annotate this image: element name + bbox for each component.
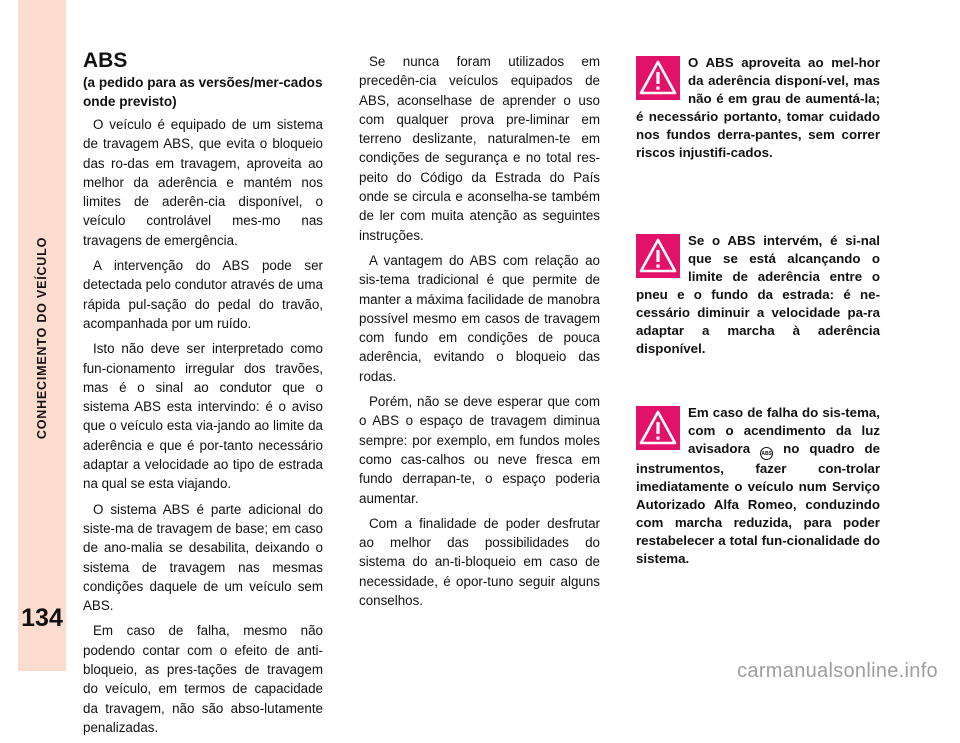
paragraph: O sistema ABS é parte adicional do siste-ma de travagem de base; em caso de ano-malia se desabilita, deixando o sistema de travagem nas mesmas condições daquele de um veículo sem ABS. xyxy=(83,501,323,614)
paragraph: A intervenção do ABS pode ser detectada pelo condutor através de uma rápida pul-sação do pedal do travão, acompanhada por um ruído. xyxy=(83,258,323,331)
warning-box-3 xyxy=(636,404,880,568)
column-1 xyxy=(83,50,323,743)
page-number: 134 xyxy=(21,604,63,632)
warning-text: Em caso de falha do sis-tema, com o acendimento da luz avisadora xyxy=(688,405,880,456)
section-heading: ABS xyxy=(83,49,128,72)
paragraph: Com a finalidade de poder desfrutar ao melhor das possibilidades do sistema do an-ti-bloqueio em caso de necessidade, é opor-tuno seguir alguns conselhos. xyxy=(359,515,600,609)
paragraph: Se nunca foram utilizados em precedên-cia veículos equipados de ABS, aconselhase de aprender o uso com qualquer prova pre-liminar em terreno deslizante, naturalmen-te em condições de segurança e no total res-peito do Código da Estrada do País onde se circula e aconselha-se também de ler com muita atenção as seguintes instruções. xyxy=(359,54,600,243)
column-2 xyxy=(359,52,600,616)
warning-text: no quadro de instrumentos, fazer con-trolar imediatamente o veículo num Serviço Autorizado Alfa Romeo, conduzindo com marcha reduzida, para poder restabelecer a total fun-cionalidade do sistema. xyxy=(636,441,880,566)
paragraph: Isto não deve ser interpretado como fun-cionamento irregular dos travões, mas é o sinal ao condutor que o sistema ABS esta intervindo: é o aviso que o veículo esta via-jando ao limite da aderência e que é por-tanto necessário adaptar a velocidade ao tipo de estrada na qual se esta viajando. xyxy=(83,341,323,492)
warning-triangle-icon xyxy=(636,406,680,450)
warning-box-1 xyxy=(636,54,880,162)
paragraph: Em caso de falha, mesmo não podendo contar com o efeito de anti-bloqueio, as pres-tações de travagem do veículo, em termos de capacidade da travagem, não são abso-lutamente penalizadas. xyxy=(83,623,323,735)
warning-text: O ABS aproveita ao mel-hor da aderência disponí-vel, mas não é em grau de aumentá-la; é necessário portanto, tomar cuidado nos fundos derra-pantes, sem correr riscos injustifi-cados. xyxy=(636,55,880,160)
warning-triangle-icon xyxy=(636,234,680,278)
section-subheading: (a pedido para as versões/mer-cados onde previsto) xyxy=(83,75,323,109)
warning-box-2 xyxy=(636,232,880,358)
warning-text: Se o ABS intervém, é si-nal que se está alcançando o limite de aderência entre o pneu e o fundo da estrada: é ne-cessário diminuir a velocidade pa-ra adaptar a marcha à aderência disponível. xyxy=(636,233,880,356)
section-title: CONHECIMENTO DO VEÍCULO xyxy=(35,236,49,440)
sidebar xyxy=(18,0,66,671)
paragraph: O veículo é equipado de um sistema de travagem ABS, que evita o bloqueio das ro-das em travagem, aproveita ao melhor da aderência e mantém nos limites de aderên-cia disponível, o veículo controlável mes-mo nas travagens de emergência. xyxy=(83,117,323,248)
warning-triangle-icon xyxy=(636,56,680,100)
abs-warning-lamp-icon: ABS xyxy=(760,447,773,460)
paragraph: Porém, não se deve esperar que com o ABS o espaço de travagem diminua sempre: por exemplo, em fundos moles como cas-calhos ou neve fresca em fundo derrapan-te, o espaço poderia aumentar. xyxy=(359,394,600,506)
paragraph: A vantagem do ABS com relação ao sis-tema tradicional é que permite de manter a máxima facilidade de manobra possível mesmo em casos de travagem com fundo em condições de pouca aderência, evitando o bloqueio das rodas. xyxy=(359,252,600,384)
watermark: carmanualsonline.info xyxy=(737,660,938,682)
